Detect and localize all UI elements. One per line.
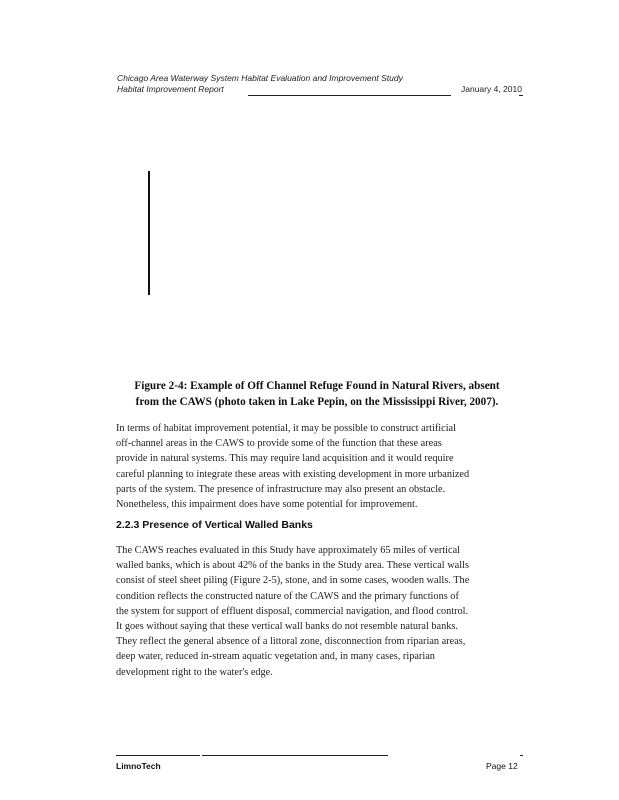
header-report-title: Chicago Area Waterway System Habitat Evaluation and Improvement Study	[117, 73, 403, 83]
footer-company: LimnoTech	[116, 761, 161, 771]
footer-rule-left	[116, 755, 200, 756]
footer-rule-tick	[520, 755, 523, 756]
paragraph-line: condition reflects the constructed nature of the CAWS and the primary functions of	[116, 590, 459, 602]
paragraph-line: deep water, reduced in-stream aquatic vegetation and, in many cases, riparian	[116, 651, 435, 663]
paragraph-line: The CAWS reaches evaluated in this Study have approximately 65 miles of vertical	[116, 545, 461, 556]
header-rule	[248, 95, 451, 96]
paragraph-line: It goes without saying that these vertical wall banks do not resemble natural banks.	[116, 621, 458, 633]
paragraph-line: careful planning to integrate these areas with existing development in more urbanized	[116, 468, 470, 480]
header-date: January 4, 2010	[461, 84, 522, 94]
figure-image-placeholder	[148, 171, 150, 295]
figure-caption-line-1: Figure 2-4: Example of Off Channel Refuge Found in Natural Rivers, absent	[134, 380, 500, 392]
paragraph-line: off-channel areas in the CAWS to provide some of the function that these areas	[116, 438, 442, 450]
paragraph-vertical-walls	[116, 543, 520, 680]
footer-rule-right	[202, 755, 388, 756]
header-report-subtitle: Habitat Improvement Report	[117, 84, 224, 94]
paragraph-line: parts of the system. The presence of infrastructure may also present an obstacle.	[116, 483, 446, 495]
paragraph-line: They reflect the general absence of a littoral zone, disconnection from riparian areas,	[116, 636, 466, 648]
section-heading: 2.2.3 Presence of Vertical Walled Banks	[116, 519, 313, 531]
figure-caption-line-2: from the CAWS (photo taken in Lake Pepin, on the Mississippi River, 2007).	[135, 396, 499, 408]
paragraph-line: consist of steel sheet piling (Figure 2-5), stone, and in some cases, wooden walls. The	[116, 575, 470, 587]
paragraph-line: provide in natural systems. This may require land acquisition and it would require	[116, 453, 454, 465]
paragraph-line: In terms of habitat improvement potential, it may be possible to construct artificial	[116, 423, 456, 434]
footer-page-number: Page 12	[486, 761, 518, 771]
figure-caption	[117, 378, 517, 410]
paragraph-line: Nonetheless, this impairment does have some potential for improvement.	[116, 499, 418, 511]
paragraph-off-channel	[116, 421, 520, 512]
paragraph-line: the system for support of effluent disposal, commercial navigation, and flood control.	[116, 605, 469, 617]
paragraph-line: development right to the water's edge.	[116, 666, 273, 678]
header-rule-tick	[519, 95, 523, 96]
paragraph-line: walled banks, which is about 42% of the banks in the Study area. These vertical walls	[116, 560, 469, 572]
